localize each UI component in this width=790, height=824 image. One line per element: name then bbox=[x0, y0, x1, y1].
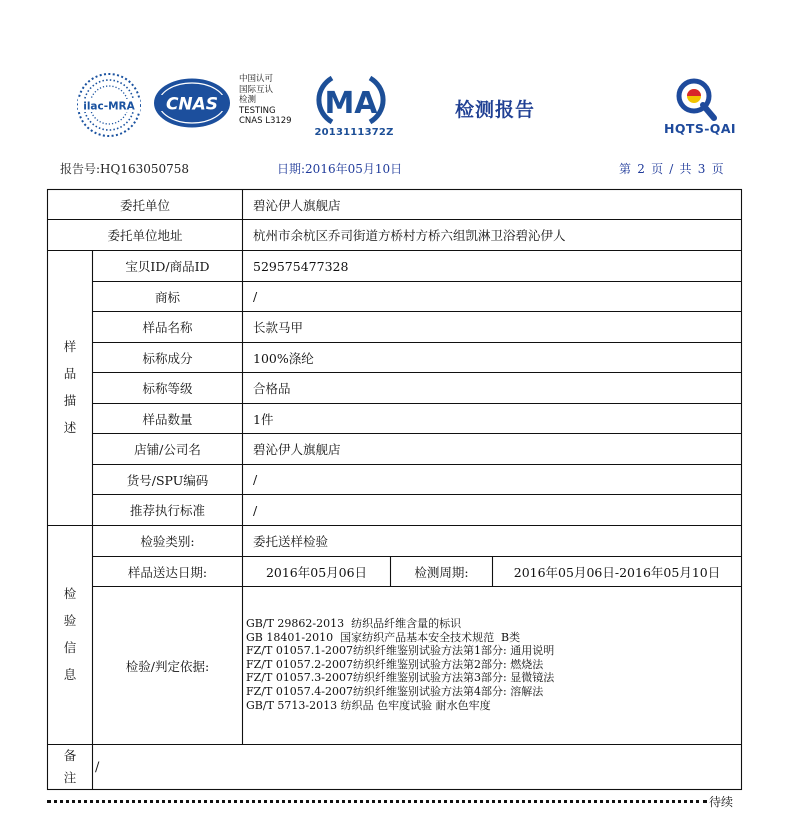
section-char: 品 bbox=[63, 366, 77, 381]
sample-row-value: 合格品 bbox=[253, 381, 291, 396]
page-indicator: 第 2 页 / 共 3 页 bbox=[619, 162, 725, 176]
report-date: 日期:2016年05月10日 bbox=[277, 162, 403, 176]
cnas-accreditation-text bbox=[239, 74, 292, 127]
continued-note: 待续 bbox=[709, 795, 734, 809]
client-name-label: 委托单位 bbox=[119, 197, 170, 213]
cnas-line: TESTING bbox=[239, 105, 276, 116]
client-address-label: 委托单位地址 bbox=[107, 228, 183, 243]
remarks-value: / bbox=[95, 760, 100, 775]
section-char: 信 bbox=[63, 640, 77, 655]
sample-row-label: 样品数量 bbox=[142, 411, 193, 427]
cma-number: 2013111372Z bbox=[314, 127, 394, 138]
sample-row-label: 宝贝ID/商品ID bbox=[125, 259, 210, 274]
sample-row-value: 100%涤纶 bbox=[253, 350, 314, 366]
cnas-line: CNAS L3129 bbox=[239, 116, 292, 127]
ilac-mra-logo bbox=[76, 72, 142, 138]
report-number: 报告号:HQ163050758 bbox=[60, 162, 190, 176]
basis-line: FZ/T 01057.3-2007纺织纤维鉴别试验方法第3部分: 显微镜法 bbox=[246, 671, 555, 685]
basis-label: 检验/判定依据: bbox=[125, 658, 210, 674]
basis-line: FZ/T 01057.1-2007纺织纤维鉴别试验方法第1部分: 通用说明 bbox=[246, 644, 555, 658]
sample-row-label: 标称成分 bbox=[142, 350, 193, 366]
section-char: 息 bbox=[63, 667, 77, 682]
sample-row-value: 长款马甲 bbox=[253, 320, 304, 335]
section-char: 描 bbox=[63, 393, 77, 408]
basis-line: GB 18401-2010 国家纺织产品基本安全技术规范 B类 bbox=[246, 630, 521, 644]
section-char: 样 bbox=[63, 339, 77, 354]
hqts-logo-text: HQTS-QAI bbox=[664, 121, 736, 136]
sample-row-label: 商标 bbox=[154, 289, 180, 305]
sample-row-label: 样品名称 bbox=[142, 320, 193, 335]
ilac-logo-text: ilac-MRA bbox=[83, 100, 135, 113]
sample-row-label: 货号/SPU编码 bbox=[126, 472, 209, 488]
arrival-date-label: 样品送达日期: bbox=[127, 564, 208, 580]
sample-row-value: 碧沁伊人旗舰店 bbox=[253, 442, 341, 457]
cnas-line: 国际互认 bbox=[239, 84, 274, 95]
cnas-line: 中国认可 bbox=[239, 74, 274, 84]
basis-line: FZ/T 01057.2-2007纺织纤维鉴别试验方法第2部分: 燃烧法 bbox=[246, 657, 544, 671]
sample-row-label: 标称等级 bbox=[142, 381, 193, 396]
remarks-label bbox=[47, 745, 93, 789]
sample-row-value: / bbox=[253, 472, 258, 487]
hqts-logo bbox=[672, 76, 720, 124]
basis-line: GB/T 5713-2013 纺织品 色牢度试验 耐水色牢度 bbox=[246, 698, 491, 712]
dotted-separator bbox=[47, 800, 707, 803]
test-period-value: 2016年05月06日-2016年05月10日 bbox=[513, 564, 721, 580]
arrival-date-value: 2016年05月06日 bbox=[265, 564, 368, 580]
sample-row-label: 店铺/公司名 bbox=[134, 442, 201, 457]
basis-line: GB/T 29862-2013 纺织品纤维含量的标识 bbox=[246, 617, 462, 630]
inspection-section-label bbox=[47, 580, 93, 688]
cnas-line: 检测 bbox=[239, 95, 257, 106]
sample-row-value: / bbox=[253, 502, 258, 518]
sample-section-label bbox=[47, 333, 93, 441]
report-title: 检测报告 bbox=[455, 99, 536, 121]
inspection-type-label: 检验类别: bbox=[140, 534, 195, 549]
client-address-value: 杭州市余杭区乔司街道方桥村方桥六组凯淋卫浴碧沁伊人 bbox=[253, 228, 566, 243]
inspection-type-value: 委托送样检验 bbox=[253, 534, 329, 549]
ma-logo-text: MA bbox=[324, 86, 378, 121]
section-char: 检 bbox=[63, 586, 77, 601]
sample-row-value: 1件 bbox=[253, 411, 274, 427]
sample-row-value: / bbox=[253, 289, 258, 304]
remarks-char: 注 bbox=[63, 770, 77, 785]
remarks-char: 备 bbox=[63, 748, 77, 763]
section-char: 验 bbox=[63, 613, 77, 628]
basis-standards-list bbox=[246, 617, 554, 712]
sample-row-value: 529575477328 bbox=[253, 258, 349, 274]
client-name-value: 碧沁伊人旗舰店 bbox=[253, 197, 341, 213]
basis-line: FZ/T 01057.4-2007纺织纤维鉴别试验方法第4部分: 溶解法 bbox=[246, 684, 544, 698]
test-period-label: 检测周期: bbox=[414, 564, 469, 580]
section-char: 述 bbox=[63, 420, 77, 435]
sample-row-label: 推荐执行标准 bbox=[129, 503, 205, 518]
cnas-logo bbox=[152, 77, 232, 129]
cnas-logo-text: CNAS bbox=[165, 94, 219, 115]
